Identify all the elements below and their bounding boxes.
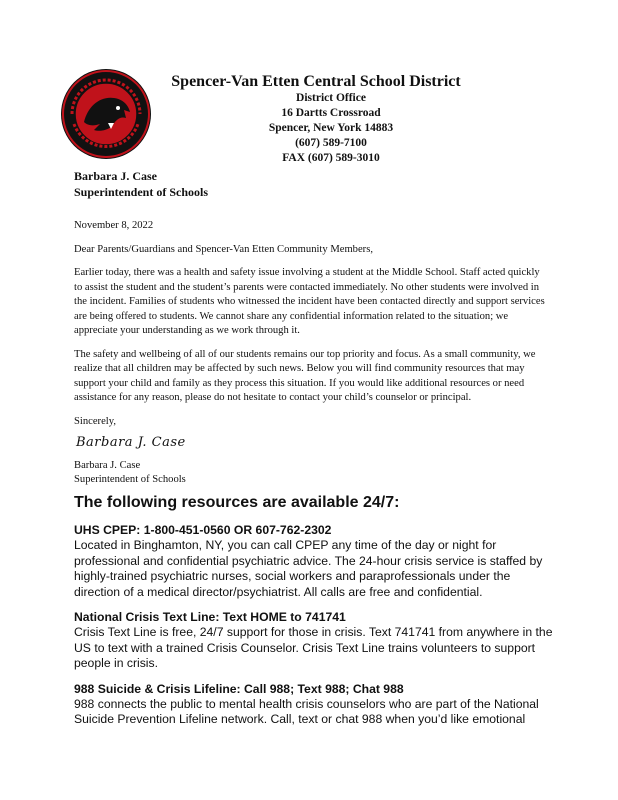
district-name: Spencer-Van Etten Central School District xyxy=(171,73,461,90)
resource-text: Located in Binghamton, NY, you can call CPEP any time of the day or night for professional and confidential psychiatric advice. The 24-hour crisis service is staffed by highly-trained psychiatric nurses, social workers and paraprofessionals under the direction of a medical director/psychiatrist. All calls are free and confidential. xyxy=(74,538,543,599)
address-fax: FAX (607) 589-3010 xyxy=(282,152,380,164)
resource-text: Crisis Text Line is free, 24/7 support for those in crisis. Text 741741 from anywhere in the US to text with a trained Crisis Counselor. Crisis Text Line trains volunteers to support people in crisis. xyxy=(74,625,553,670)
handwritten-signature: Barbara J. Case xyxy=(76,435,186,450)
resource-title: UHS CPEP: 1-800-451-0560 OR 607-762-2302 xyxy=(74,523,332,537)
signer-name: Barbara J. Case xyxy=(74,459,141,471)
address-city: Spencer, New York 14883 xyxy=(268,122,394,134)
resource-item xyxy=(74,682,554,728)
resource-item xyxy=(74,610,554,672)
resource-text: 988 connects the public to mental health crisis counselors who are part of the National Suicide Prevention Lifeline network. Call, text or chat 988 when you’d like emotional xyxy=(74,696,539,726)
sender-title: Superintendent of Schools xyxy=(74,185,209,199)
school-logo-seal-icon xyxy=(60,68,152,160)
letter-closing: Sincerely, xyxy=(74,415,116,427)
resource-item xyxy=(74,523,554,600)
resource-title: 988 Suicide & Crisis Lifeline: Call 988; Text 988; Chat 988 xyxy=(74,681,404,696)
resources-heading: The following resources are available 24/7: xyxy=(74,494,400,511)
address-phone: (607) 589-7100 xyxy=(295,137,367,149)
resources-section xyxy=(74,493,554,738)
letter-salutation: Dear Parents/Guardians and Spencer-Van Etten Community Members, xyxy=(74,243,373,255)
address-office: District Office xyxy=(296,92,366,104)
address-street: 16 Dartts Crossroad xyxy=(281,107,381,119)
letter-paragraph-2: The safety and wellbeing of all of our students remains our top priority and focus. As a small community, we realize that all children may be affected by such news. Below you will find community resources that may support your child and family as they process this situation. If you would like additional resources or need assistance for any reason, please do not hesitate to contact your child’s counselor or principal. xyxy=(74,348,536,403)
signer-title: Superintendent of Schools xyxy=(74,474,186,485)
sender-block xyxy=(74,168,208,200)
sender-name: Barbara J. Case xyxy=(74,169,157,183)
resource-title: National Crisis Text Line: Text HOME to 741741 xyxy=(74,610,346,624)
letter-date: November 8, 2022 xyxy=(74,220,154,231)
letterhead xyxy=(150,73,468,166)
letter-paragraph-1: Earlier today, there was a health and safety issue involving a student at the Middle School. Staff acted quickly to assist the student and the student’s parents were contacted immediately. No other students were involved in the incident. Families of students who witnessed the incident have been contacted directly and support services are being offered to students. We cannot share any confidential information related to the situation; we appreciate your understanding as we work through it. xyxy=(74,267,545,336)
letter-body xyxy=(74,219,550,488)
